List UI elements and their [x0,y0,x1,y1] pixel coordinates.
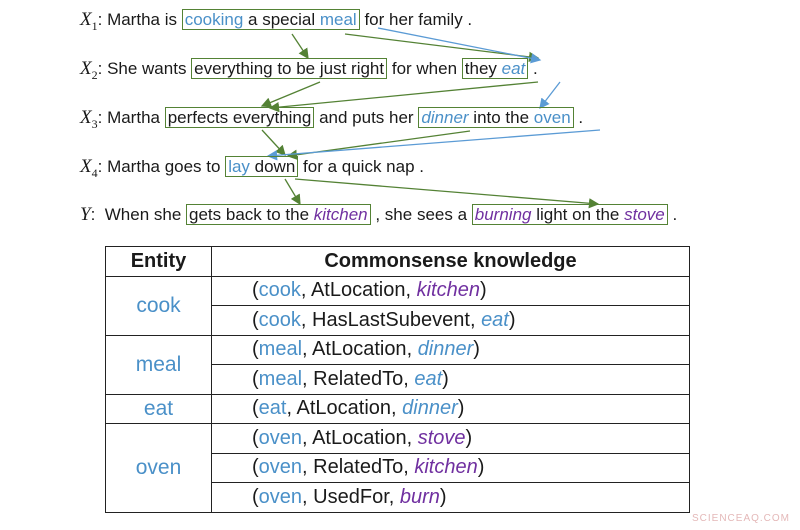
triple-head: cook [258,308,301,331]
triple-head: oven [258,456,303,479]
header-entity: Entity [106,247,212,277]
sentence-x1: $X_1$: Martha is cooking a special meal for her family . [80,8,472,38]
entity-cell: eat [106,394,212,424]
entity-cell: meal [106,335,212,394]
triple-relation: RelatedTo [313,456,404,479]
box-everything: everything to be just right [191,58,387,79]
word-stove: stove [624,205,665,224]
sentence-label: $X_2$ [80,58,98,82]
word-kitchen: kitchen [313,205,368,224]
triple-relation: HasLastSubevent [312,308,470,331]
triple-tail: burn [399,485,440,508]
entity-cell: cook [106,276,212,335]
knowledge-cell: (meal, RelatedTo, eat) [212,365,690,395]
sentence-x4: $X_4$: Martha goes to lay down for a quick nap . [80,155,424,185]
triple-relation: RelatedTo [313,367,404,390]
sentence-label: Y [80,204,91,225]
triple-relation: AtLocation [312,338,407,361]
word-burning: burning [474,205,532,224]
triple-relation: UsedFor [313,485,389,508]
triple-head: oven [258,426,303,449]
watermark: SCIENCEAQ.COM [691,513,790,524]
knowledge-cell: (cook, AtLocation, kitchen) [212,276,690,306]
knowledge-table [105,246,690,513]
knowledge-cell: (oven, UsedFor, burn) [212,483,690,513]
arrow-eat-oven [540,82,560,108]
knowledge-cell: (eat, AtLocation, dinner) [212,394,690,424]
box-perfects: perfects everything [165,107,315,128]
word-dinner: dinner [421,108,469,127]
triple-tail: eat [481,308,509,331]
table-row [106,394,690,424]
entity-cell: oven [106,424,212,513]
triple-tail: kitchen [416,279,480,302]
word-oven: oven [533,108,571,127]
word-meal: meal [319,10,357,29]
word-eat: eat [501,59,526,78]
triple-relation: AtLocation [312,426,407,449]
knowledge-cell: (oven, AtLocation, stove) [212,424,690,454]
table-row [106,335,690,365]
triple-tail: dinner [402,397,458,420]
table-row [106,276,690,306]
sentence-x2: $X_2$: She wants everything to be just right for when they eat . [80,57,538,87]
triple-tail: dinner [417,338,474,361]
sentence-label: $X_1$ [80,9,98,33]
triple-relation: AtLocation [310,279,406,302]
sentence-label: $X_3$ [80,107,98,131]
table-header-row [106,247,690,277]
table-body [106,276,690,512]
table-row [106,424,690,454]
triple-head: eat [258,397,287,420]
word-cooking: cooking [184,10,244,29]
triple-tail: kitchen [414,456,478,479]
triple-head: meal [258,367,303,390]
triple-head: cook [258,279,301,302]
knowledge-cell: (cook, HasLastSubevent, eat) [212,306,690,336]
sentence-label: $X_4$ [80,156,98,180]
knowledge-cell: (meal, AtLocation, dinner) [212,335,690,365]
knowledge-cell: (oven, RelatedTo, kitchen) [212,453,690,483]
triple-tail: eat [414,367,443,390]
triple-head: meal [258,338,303,361]
word-lay: lay [228,157,250,176]
word-they: they [464,59,502,78]
triple-tail: stove [417,426,466,449]
triple-relation: AtLocation [296,397,392,420]
header-knowledge: Commonsense knowledge [212,247,690,277]
triple-head: oven [258,485,303,508]
sentence-y: Y: When she gets back to the kitchen , she sees a burning light on the stove . [80,204,678,225]
sentence-x3: $X_3$: Martha perfects everything and puts her dinner into the oven . [80,106,583,136]
